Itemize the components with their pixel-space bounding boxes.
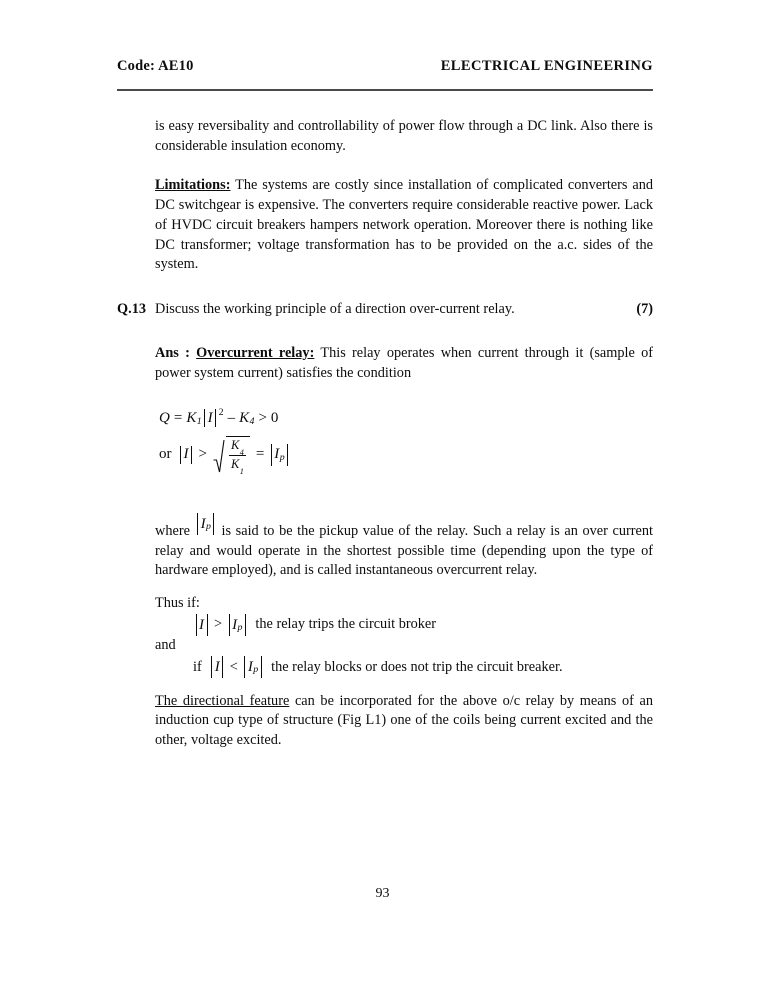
eq1-Q: Q <box>159 409 170 426</box>
abs-bar-right <box>245 614 246 636</box>
directional-feature-block <box>155 692 653 751</box>
eq1-greater-than: > <box>258 409 267 426</box>
where-abs-Ip <box>195 513 217 535</box>
cond2-abs-I <box>209 656 226 679</box>
cond2-abs-Ip <box>242 656 264 679</box>
page-content <box>117 58 653 751</box>
answer-topic-label: Overcurrent relay: <box>196 345 315 362</box>
fraction-numerator <box>229 438 246 456</box>
limitations-paragraph <box>155 176 653 275</box>
eq2-greater-than: > <box>198 446 207 463</box>
question-marks: (7) <box>636 301 653 318</box>
cond1-I: I <box>199 616 204 633</box>
abs-bar-right <box>207 614 208 636</box>
limitations-text: The systems are costly since installation of complicated converters and DC switchgear is expensive. The converters require considerable reactive power. Lack of HVDC circuit breakers hampers network operation. Moreover there is nothing like DC transformer; voltage transformation has to be provided on the a.c. sides of the system. <box>155 177 653 273</box>
condition-trip-line <box>193 614 653 637</box>
cond2-operator: < <box>229 658 238 675</box>
question-number: Q.13 <box>117 301 146 318</box>
paper-code: Code: AE10 <box>117 58 194 74</box>
eq1-minus: – <box>227 409 236 426</box>
where-Ip-subscript: p <box>205 521 211 533</box>
where-text: is said to be the pickup value of the relay. Such a relay is an over current relay and would operate in the shortest possible time (depending upon the type of hardware employed), and is called instantaneous overcurrent relay. <box>155 522 654 579</box>
continued-paragraph-block <box>155 117 653 156</box>
equation-1 <box>159 409 653 426</box>
radical-content <box>226 436 250 477</box>
directional-feature-paragraph <box>155 692 653 751</box>
eq2-or: or <box>159 446 172 463</box>
abs-bar-right <box>191 446 192 463</box>
answer-intro-paragraph <box>155 344 653 383</box>
limitations-label: Limitations: <box>155 177 231 194</box>
abs-bar-left <box>244 656 245 678</box>
abs-bar-right <box>261 656 262 678</box>
where-prefix: where <box>155 522 195 539</box>
and-connector-line: and <box>155 637 176 654</box>
cond2-Ip: I <box>247 659 253 676</box>
abs-bar-right <box>287 444 288 466</box>
directional-feature-label: The directional feature <box>155 692 290 709</box>
eq2-K4: K <box>230 437 240 452</box>
condition-block-line <box>193 656 653 679</box>
where-paragraph <box>155 513 653 581</box>
eq2-Ip: I <box>274 446 280 463</box>
page-number: 93 <box>375 886 390 901</box>
eq2-abs-Ip <box>268 444 290 466</box>
cond1-Ip: I <box>232 616 238 633</box>
question-row <box>117 301 653 318</box>
question-text: Discuss the working principle of a direction over-current relay. <box>155 301 515 318</box>
where-paragraph-block <box>155 513 653 581</box>
eq2-K1: K <box>230 457 240 472</box>
eq1-I-exponent: 2 <box>218 407 224 419</box>
cond1-abs-Ip <box>226 614 248 637</box>
directional-feature-text: can be incorporated for the above o/c relay by means of an induction cup type of structure (Fig L1) one of the coils being current excited and the other, voltage excited. <box>155 692 654 748</box>
cond1-operator: > <box>214 616 223 633</box>
page-header <box>117 58 653 75</box>
eq2-fraction <box>229 437 246 477</box>
abs-bar-left <box>229 614 230 636</box>
abs-bar-right <box>222 656 223 678</box>
equation-2 <box>159 436 653 477</box>
abs-bar-left <box>196 614 197 636</box>
abs-bar-left <box>211 656 212 678</box>
abs-bar-left <box>204 409 205 426</box>
eq2-I: I <box>183 446 189 463</box>
answer-intro-block <box>155 344 653 383</box>
eq1-K1: K <box>186 409 197 426</box>
equation-block <box>159 407 653 477</box>
continued-paragraph: is easy reversibality and controllability of power flow through a DC link. Also there is considerable insulation economy. <box>155 118 653 154</box>
answer-intro-text: This relay operates when current through it (sample of power system current) satisfies the condition <box>155 345 654 381</box>
radical-sign-icon <box>213 436 226 474</box>
eq1-I: I <box>207 409 213 426</box>
cond1-abs-I <box>193 614 210 637</box>
eq1-K1-subscript: 1 <box>196 415 202 427</box>
cond1-Ip-subscript: p <box>237 621 243 633</box>
where-Ip: I <box>200 515 206 532</box>
cond2-Ip-subscript: p <box>253 663 259 675</box>
eq2-equals: = <box>255 446 265 463</box>
eq2-Ip-subscript: p <box>279 452 285 464</box>
eq2-K1-subscript: 1 <box>239 467 244 477</box>
eq1-zero: 0 <box>270 409 279 426</box>
eq2-square-root <box>213 436 250 477</box>
cond2-text: the relay blocks or does not trip the circuit breaker. <box>271 658 563 675</box>
limitations-block <box>155 176 653 275</box>
cond1-text: the relay trips the circuit broker <box>255 616 437 633</box>
eq1-equals: = <box>173 409 183 426</box>
abs-bar-left <box>271 444 272 466</box>
abs-bar-right <box>215 409 216 426</box>
abs-bar-left <box>180 446 181 463</box>
eq1-abs-I <box>202 409 219 426</box>
eq2-abs-I <box>178 446 195 463</box>
cond2-prefix: if <box>193 658 202 675</box>
eq1-K4: K <box>239 409 250 426</box>
eq2-K4-subscript: 4 <box>239 447 244 457</box>
cond2-I: I <box>214 659 220 676</box>
abs-bar-left <box>197 513 198 535</box>
thus-if-line: Thus if: <box>155 595 200 612</box>
fraction-denominator <box>229 455 246 477</box>
paper-subject-title: ELECTRICAL ENGINEERING <box>440 58 653 74</box>
eq1-K4-subscript: 4 <box>249 415 255 427</box>
answer-label: Ans : <box>155 345 190 362</box>
abs-bar-right <box>213 513 214 535</box>
